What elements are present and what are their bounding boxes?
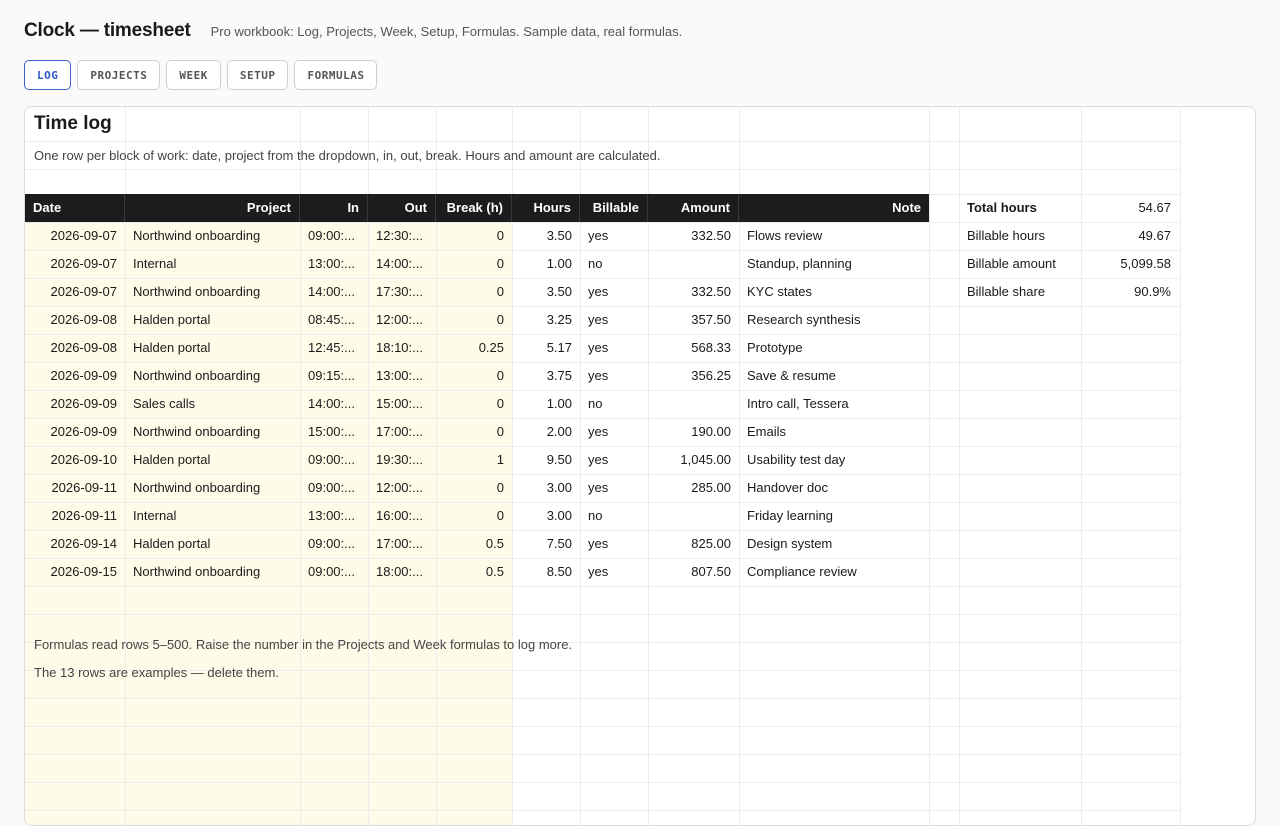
cell-out[interactable]: 18:10:... [376, 340, 423, 355]
cell-billable[interactable]: no [588, 396, 603, 411]
sheet-title: Time log [34, 113, 112, 134]
cell-project[interactable]: Halden portal [133, 340, 211, 355]
summary-label: Billable share [967, 284, 1046, 299]
cell-project[interactable]: Northwind onboarding [133, 284, 261, 299]
cell-in[interactable]: 09:15:... [308, 368, 355, 383]
cell-out[interactable]: 17:00:... [376, 536, 423, 551]
tab-week[interactable]: WEEK [166, 60, 221, 90]
cell-break[interactable]: 0 [496, 312, 504, 327]
cell-break[interactable]: 0 [496, 228, 504, 243]
grid-row-line [25, 586, 1180, 587]
grid-row-line [25, 141, 1180, 142]
cell-hours[interactable]: 8.50 [546, 564, 572, 579]
cell-break[interactable]: 0 [496, 480, 504, 495]
cell-date[interactable]: 2026-09-09 [50, 424, 117, 439]
cell-in[interactable]: 08:45:... [308, 312, 355, 327]
cell-note[interactable]: Compliance review [747, 564, 857, 579]
cell-out[interactable]: 15:00:... [376, 396, 423, 411]
header-amount[interactable]: Amount [648, 194, 739, 222]
cell-amount[interactable]: 807.50 [691, 564, 731, 579]
cell-amount[interactable]: 332.50 [691, 228, 731, 243]
cell-billable[interactable]: yes [588, 480, 609, 495]
header-project[interactable]: Project [125, 194, 300, 222]
cell-amount[interactable]: 1,045.00 [680, 452, 731, 467]
cell-amount[interactable]: 190.00 [691, 424, 731, 439]
cell-hours[interactable]: 3.50 [546, 228, 572, 243]
cell-date[interactable]: 2026-09-10 [50, 452, 117, 467]
cell-amount[interactable]: 357.50 [691, 312, 731, 327]
cell-out[interactable]: 12:00:... [376, 312, 423, 327]
header-out[interactable]: Out [368, 194, 436, 222]
cell-date[interactable]: 2026-09-09 [50, 396, 117, 411]
cell-billable[interactable]: yes [588, 340, 609, 355]
cell-note[interactable]: Design system [747, 536, 833, 551]
cell-billable[interactable]: yes [588, 452, 609, 467]
summary-value[interactable]: 90.9% [1134, 284, 1171, 299]
cell-hours[interactable]: 3.00 [546, 480, 572, 495]
cell-note[interactable]: Save & resume [747, 368, 836, 383]
app-subtitle: Pro workbook: Log, Projects, Week, Setup, Formulas. Sample data, real formulas. [210, 24, 683, 39]
cell-date[interactable]: 2026-09-07 [50, 284, 117, 299]
header-break[interactable]: Break (h) [436, 194, 512, 222]
cell-amount[interactable] [648, 390, 739, 418]
cell-note[interactable]: Usability test day [747, 452, 846, 467]
cell-project[interactable]: Northwind onboarding [133, 424, 261, 439]
cell-date[interactable]: 2026-09-11 [51, 480, 117, 495]
cell-amount[interactable]: 356.25 [691, 368, 731, 383]
cell-project[interactable]: Sales calls [133, 396, 196, 411]
cell-hours[interactable]: 3.50 [546, 284, 572, 299]
cell-in[interactable]: 13:00:... [308, 256, 355, 271]
cell-billable[interactable]: yes [588, 368, 609, 383]
cell-break[interactable]: 0 [496, 284, 504, 299]
cell-project[interactable]: Internal [133, 256, 177, 271]
tab-projects[interactable]: PROJECTS [77, 60, 160, 90]
cell-note[interactable]: Flows review [747, 228, 823, 243]
cell-project[interactable]: Northwind onboarding [133, 480, 261, 495]
cell-in[interactable]: 09:00:... [308, 228, 355, 243]
cell-in[interactable]: 15:00:... [308, 424, 355, 439]
cell-note[interactable]: Intro call, Tessera [747, 396, 849, 411]
tab-formulas[interactable]: FORMULAS [294, 60, 377, 90]
cell-in[interactable]: 12:45:... [308, 340, 355, 355]
header-hours[interactable]: Hours [512, 194, 580, 222]
cell-out[interactable]: 19:30:... [376, 452, 423, 467]
header-note[interactable]: Note [892, 200, 921, 215]
cell-billable[interactable]: yes [588, 536, 609, 551]
cell-billable[interactable]: no [588, 508, 603, 523]
grid-row-line [25, 726, 1180, 727]
cell-date[interactable]: 2026-09-08 [50, 312, 117, 327]
footnote-formulas: Formulas read rows 5–500. Raise the number in the Projects and Week formulas to log more. [34, 637, 573, 652]
summary-label: Total hours [967, 200, 1037, 215]
summary-value[interactable]: 49.67 [1138, 228, 1171, 243]
cell-note[interactable]: Prototype [747, 340, 803, 355]
cell-amount[interactable] [648, 250, 739, 278]
cell-billable[interactable]: yes [588, 284, 609, 299]
cell-amount[interactable]: 285.00 [691, 480, 731, 495]
cell-break[interactable]: 0.25 [478, 340, 504, 355]
cell-hours[interactable]: 5.17 [546, 340, 572, 355]
cell-amount[interactable]: 825.00 [691, 536, 731, 551]
grid-column-line [1180, 107, 1181, 826]
header-date[interactable]: Date [25, 194, 125, 222]
app-title: Clock — timesheet [24, 20, 191, 41]
cell-in[interactable]: 14:00:... [308, 396, 355, 411]
cell-note[interactable]: KYC states [747, 284, 813, 299]
cell-break[interactable]: 0 [496, 368, 504, 383]
summary-value[interactable]: 54.67 [1138, 200, 1171, 215]
cell-project[interactable]: Halden portal [133, 452, 211, 467]
cell-out[interactable]: 18:00:... [376, 564, 423, 579]
cell-hours[interactable]: 3.75 [546, 368, 572, 383]
header-in[interactable]: In [300, 194, 368, 222]
cell-amount[interactable]: 332.50 [691, 284, 731, 299]
grid-row-line [25, 810, 1180, 811]
cell-project[interactable]: Halden portal [133, 536, 211, 551]
cell-break[interactable]: 1 [496, 452, 504, 467]
cell-in[interactable]: 14:00:... [308, 284, 355, 299]
cell-hours[interactable]: 1.00 [546, 396, 572, 411]
cell-hours[interactable]: 9.50 [546, 452, 572, 467]
cell-out[interactable]: 14:00:... [376, 256, 423, 271]
cell-note[interactable]: Standup, planning [747, 256, 852, 271]
cell-date[interactable]: 2026-09-07 [50, 256, 117, 271]
cell-date[interactable]: 2026-09-15 [50, 564, 117, 579]
cell-hours[interactable]: 7.50 [546, 536, 572, 551]
grid-column-line [929, 107, 930, 826]
cell-amount[interactable]: 568.33 [691, 340, 731, 355]
cell-project[interactable]: Northwind onboarding [133, 228, 261, 243]
cell-note[interactable]: Emails [747, 424, 787, 439]
cell-break[interactable]: 0 [496, 424, 504, 439]
cell-in[interactable]: 09:00:... [308, 536, 355, 551]
cell-in[interactable]: 13:00:... [308, 508, 355, 523]
cell-date[interactable]: 2026-09-07 [50, 228, 117, 243]
cell-hours[interactable]: 3.25 [546, 312, 572, 327]
cell-out[interactable]: 17:00:... [376, 424, 423, 439]
cell-in[interactable]: 09:00:... [308, 452, 355, 467]
cell-project[interactable]: Northwind onboarding [133, 368, 261, 383]
cell-hours[interactable]: 2.00 [546, 424, 572, 439]
sheet-description: One row per block of work: date, project from the dropdown, in, out, break. Hours and amount are calculated. [34, 148, 661, 163]
cell-billable[interactable]: no [588, 256, 603, 271]
cell-billable[interactable]: yes [588, 564, 609, 579]
grid-row-line [25, 698, 1180, 699]
cell-project[interactable]: Halden portal [133, 312, 211, 327]
tab-setup[interactable]: SETUP [227, 60, 289, 90]
cell-out[interactable]: 16:00:... [376, 508, 423, 523]
cell-in[interactable]: 09:00:... [308, 564, 355, 579]
cell-billable[interactable]: yes [588, 312, 609, 327]
grid-row-line [25, 782, 1180, 783]
grid-row-line [25, 614, 1180, 615]
cell-in[interactable]: 09:00:... [308, 480, 355, 495]
summary-label: Billable amount [967, 256, 1056, 271]
cell-hours[interactable]: 3.00 [546, 508, 572, 523]
cell-amount[interactable] [648, 502, 739, 530]
grid-row-line [25, 169, 1180, 170]
cell-note[interactable]: Friday learning [747, 508, 833, 523]
cell-date[interactable]: 2026-09-09 [50, 368, 117, 383]
footnote-examples: The 13 rows are examples — delete them. [34, 665, 279, 680]
cell-out[interactable]: 12:30:... [376, 228, 423, 243]
summary-label: Billable hours [967, 228, 1046, 243]
summary-value[interactable]: 5,099.58 [1120, 256, 1171, 271]
cell-break[interactable]: 0.5 [485, 536, 504, 551]
cell-project[interactable]: Internal [133, 508, 177, 523]
app-header [24, 20, 682, 48]
cell-date[interactable]: 2026-09-11 [51, 508, 117, 523]
cell-break[interactable]: 0.5 [485, 564, 504, 579]
cell-hours[interactable]: 1.00 [546, 256, 572, 271]
cell-break[interactable]: 0 [496, 396, 504, 411]
cell-out[interactable]: 12:00:... [376, 480, 423, 495]
cell-note[interactable]: Research synthesis [747, 312, 861, 327]
cell-break[interactable]: 0 [496, 256, 504, 271]
sheet-tabs [24, 60, 377, 90]
table-header [25, 194, 929, 222]
cell-out[interactable]: 13:00:... [376, 368, 423, 383]
grid-row-line [25, 754, 1180, 755]
spreadsheet [24, 106, 1256, 826]
header-billable[interactable]: Billable [580, 194, 648, 222]
cell-out[interactable]: 17:30:... [376, 284, 423, 299]
cell-project[interactable]: Northwind onboarding [133, 564, 261, 579]
grid-column-line [959, 107, 960, 826]
cell-date[interactable]: 2026-09-08 [50, 340, 117, 355]
cell-break[interactable]: 0 [496, 508, 504, 523]
cell-date[interactable]: 2026-09-14 [50, 536, 117, 551]
cell-billable[interactable]: yes [588, 228, 609, 243]
cell-note[interactable]: Handover doc [747, 480, 828, 495]
cell-billable[interactable]: yes [588, 424, 609, 439]
tab-log[interactable]: LOG [24, 60, 71, 90]
